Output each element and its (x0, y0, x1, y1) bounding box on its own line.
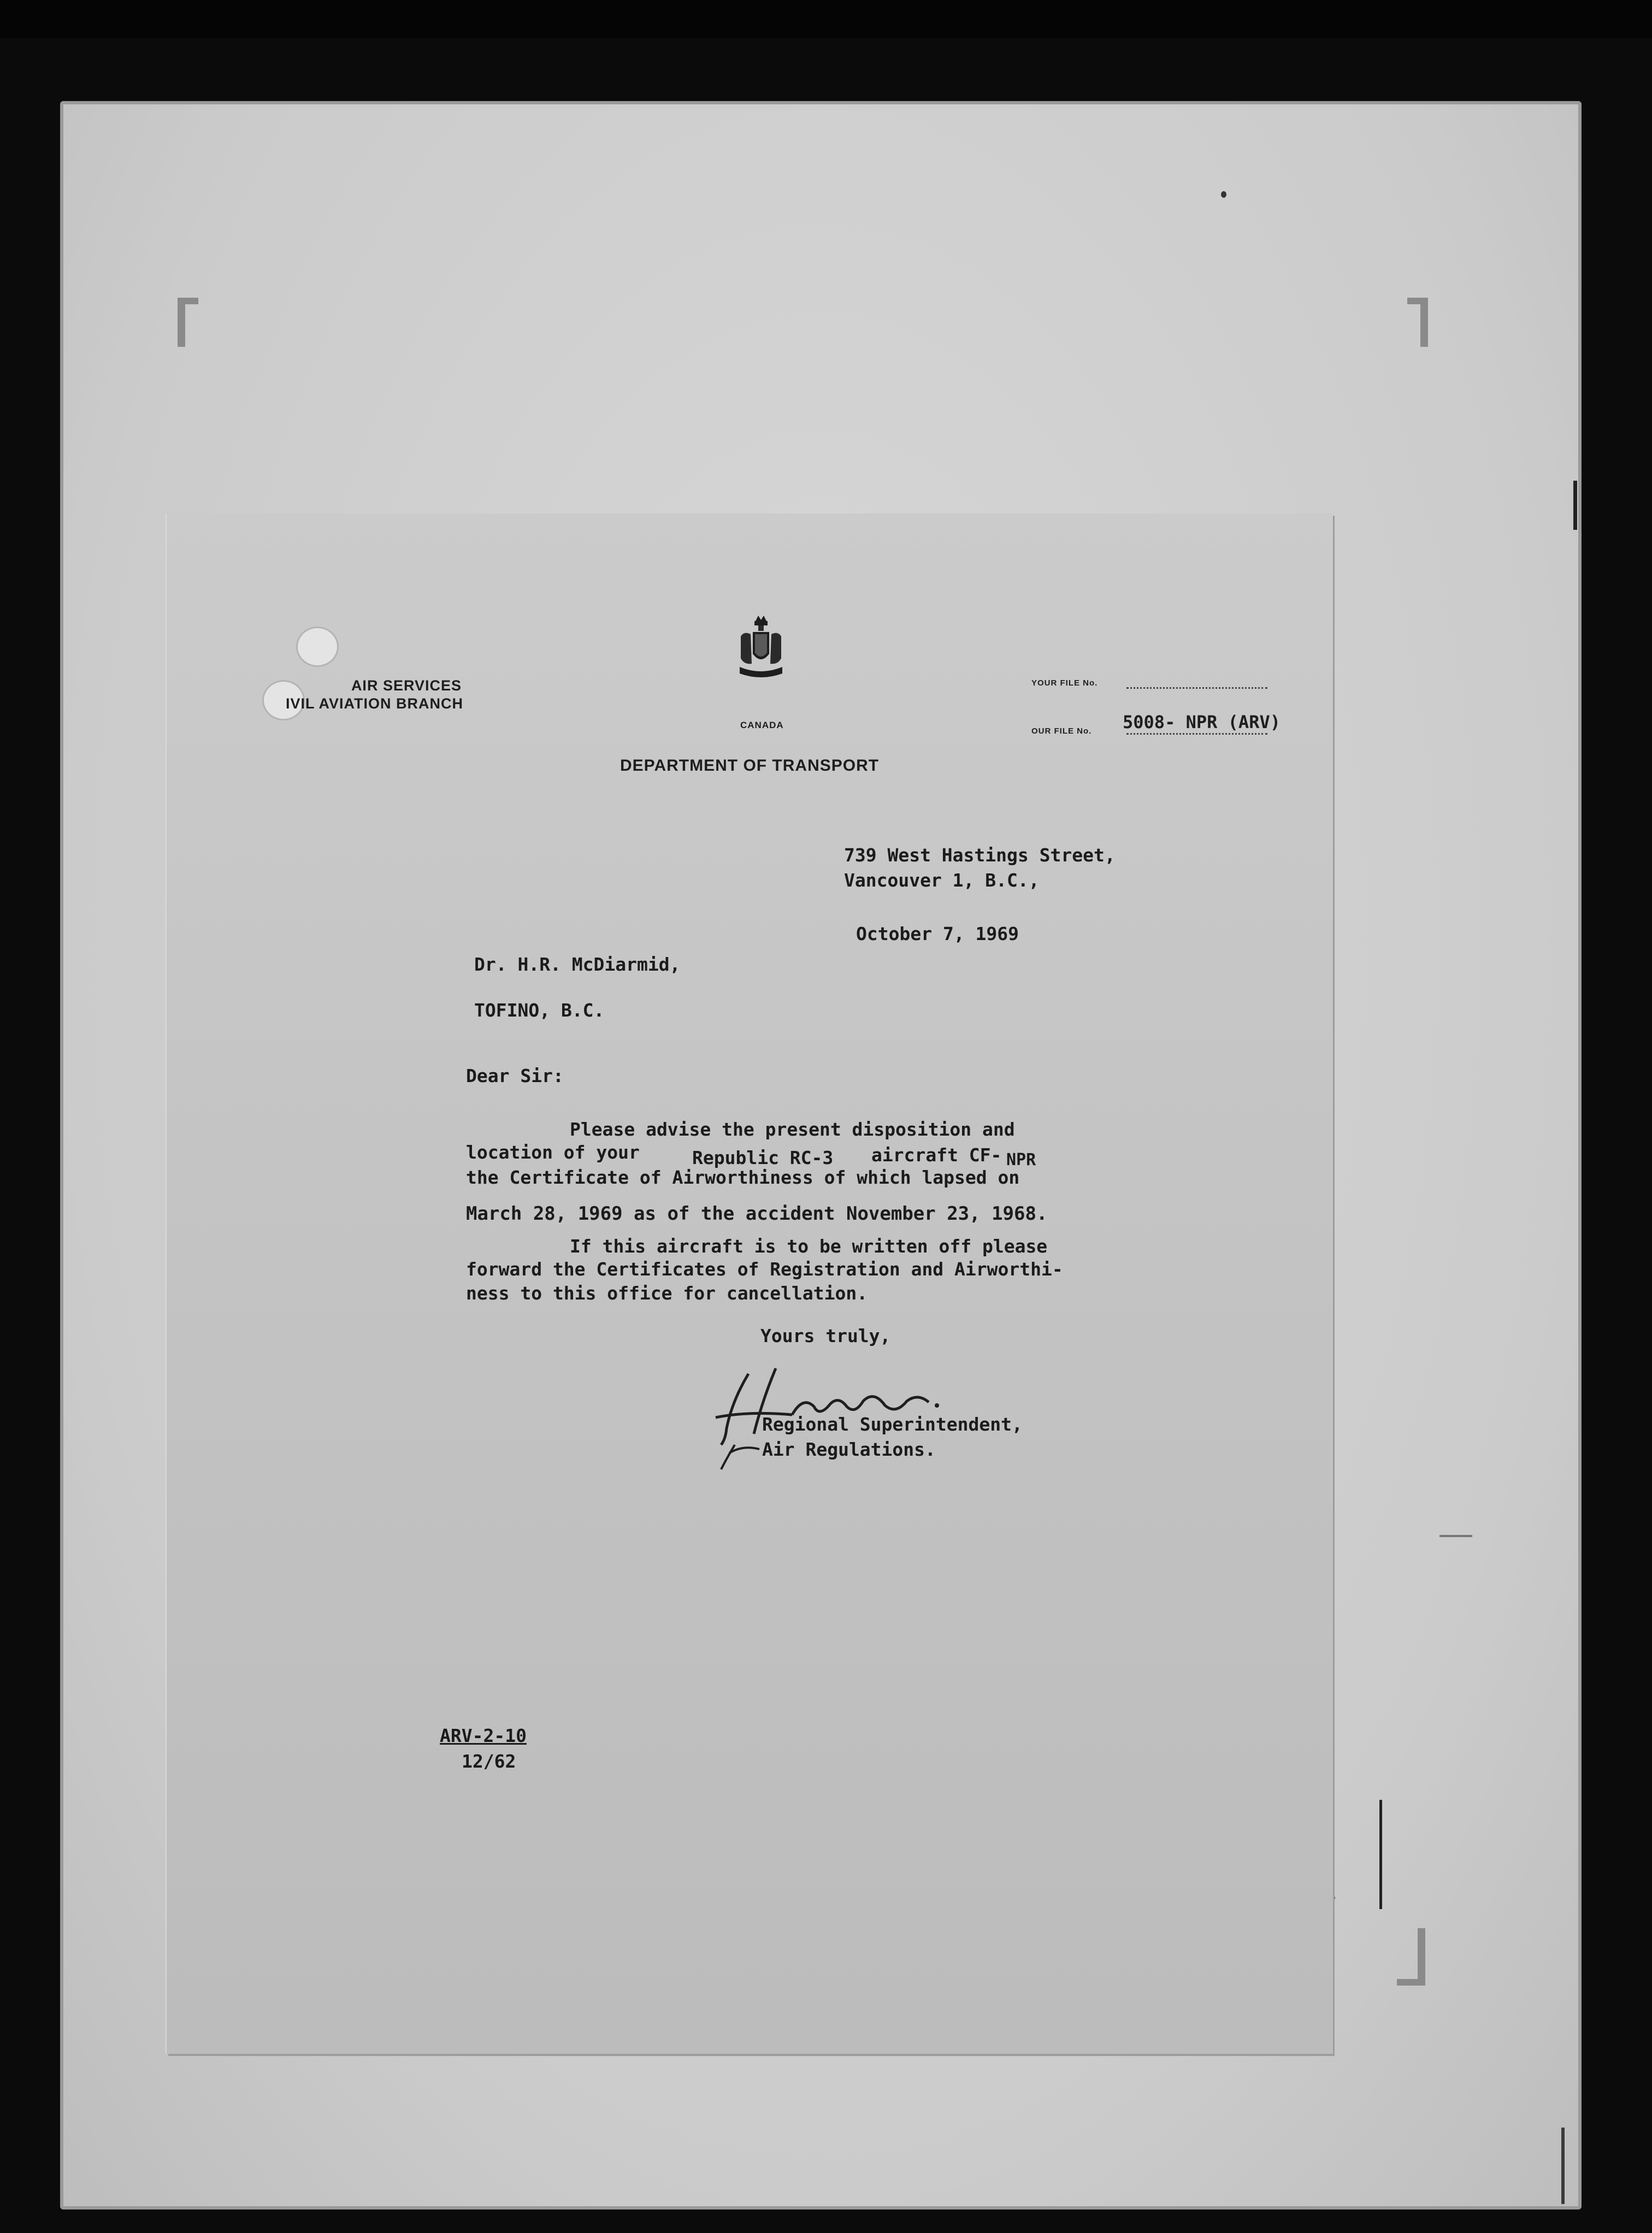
body-line: the Certificate of Airworthiness of which lapsed on (466, 1167, 1020, 1188)
crest-caption: CANADA (740, 720, 784, 730)
your-file-label: YOUR FILE No. (1031, 678, 1098, 688)
branch-line-1: AIR SERVICES (351, 677, 462, 694)
branch-line-2: IVIL AVIATION BRANCH (286, 695, 464, 712)
signature-title-line-1: Regional Superintendent, (762, 1414, 1023, 1435)
coat-of-arms-icon (736, 615, 786, 683)
scratch-mark (1573, 481, 1577, 530)
corner-mark-top-left (178, 298, 196, 347)
salutation: Dear Sir: (466, 1065, 564, 1086)
body-line: aircraft CF- (871, 1144, 1002, 1166)
recipient-city: TOFINO, B.C. (474, 1000, 605, 1021)
aircraft-registration: NPR (1006, 1150, 1036, 1169)
form-code-line-1: ARV-2-10 (440, 1725, 527, 1746)
film-top-border (0, 0, 1652, 38)
corner-mark-top-right (1409, 298, 1428, 347)
department-title: DEPARTMENT OF TRANSPORT (620, 757, 880, 775)
letter-date: October 7, 1969 (856, 923, 1019, 944)
signature-title-line-2: Air Regulations. (762, 1439, 936, 1460)
your-file-blank (1126, 687, 1267, 689)
recipient-name: Dr. H.R. McDiarmid, (474, 954, 681, 975)
body-line: ness to this office for cancellation. (466, 1283, 868, 1304)
dust-speck (1221, 191, 1226, 198)
body-line: forward the Certificates of Registration and Airworthi- (466, 1259, 1063, 1280)
body-line: Please advise the present disposition and (570, 1119, 1015, 1140)
punch-hole (298, 628, 337, 665)
sender-address-line-1: 739 West Hastings Street, (844, 844, 1116, 866)
body-line: If this aircraft is to be written off please (570, 1236, 1048, 1257)
body-line: location of your (466, 1142, 640, 1163)
corner-mark-bottom-right (1407, 1928, 1425, 1986)
letter-page (167, 513, 1333, 2054)
scratch-mark (1379, 1800, 1382, 1909)
closing: Yours truly, (760, 1325, 891, 1346)
body-line: March 28, 1969 as of the accident November 23, 1968. (466, 1203, 1048, 1225)
form-code-line-2: 12/62 (462, 1751, 516, 1772)
sender-address-line-2: Vancouver 1, B.C., (844, 870, 1040, 891)
scratch-mark (1439, 1535, 1472, 1537)
our-file-number: 5008- NPR (ARV) (1123, 712, 1281, 732)
our-file-blank (1126, 733, 1267, 735)
our-file-label: OUR FILE No. (1031, 726, 1092, 736)
scratch-mark (1561, 2128, 1565, 2204)
aircraft-model: Republic RC-3 (692, 1147, 834, 1168)
